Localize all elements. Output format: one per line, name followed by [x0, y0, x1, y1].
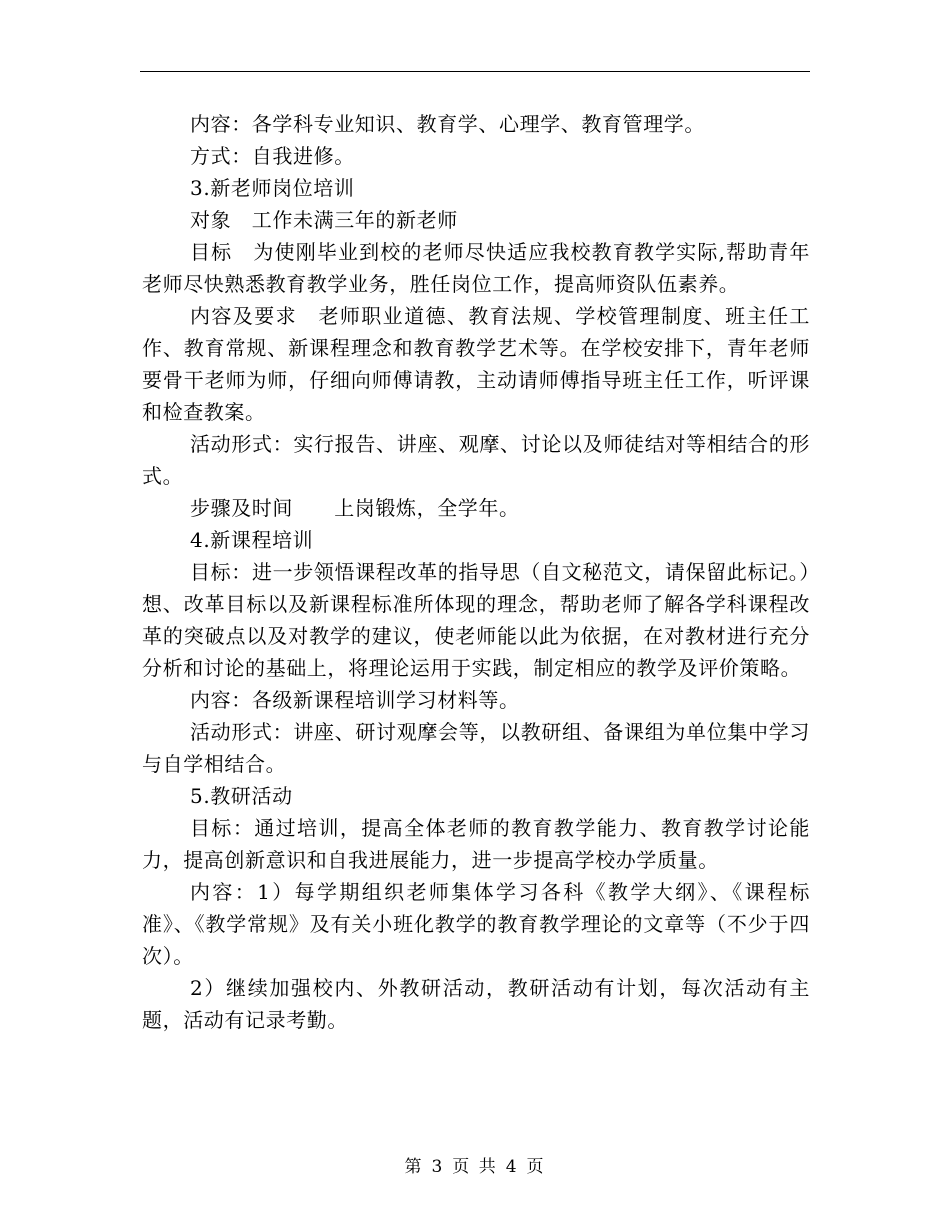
paragraph: 目标 为使刚毕业到校的老师尽快适应我校教育教学实际,帮助青年老师尽快熟悉教育教学业务，胜任岗位工作，提高师资队伍素养。	[142, 240, 810, 296]
section-heading: 5.教研活动	[190, 784, 293, 808]
section-heading: 4.新课程培训	[190, 528, 314, 552]
paragraph: 对象 工作未满三年的新老师	[190, 208, 458, 232]
footer-total-pages: 4	[505, 1157, 519, 1177]
paragraph: 内容及要求 老师职业道德、教育法规、学校管理制度、班主任工作、教育常规、新课程理念和教育教学艺术等。在学校安排下，青年老师要骨干老师为师，仔细向师傅请教，主动请师傅指导班主任工作，听评课和检查教案。	[142, 304, 810, 424]
paragraph: 内容：1）每学期组织老师集体学习各科《教学大纲》、《课程标准》、《教学常规》及有关小班化教学的教育教学理论的文章等（不少于四次）。	[142, 880, 810, 968]
paragraph: 2）继续加强校内、外教研活动，教研活动有计划，每次活动有主题，活动有记录考勤。	[142, 976, 810, 1032]
paragraph: 内容：各学科专业知识、教育学、心理学、教育管理学。	[190, 112, 705, 136]
footer-prefix: 第	[404, 1157, 424, 1177]
paragraph: 活动形式：实行报告、讲座、观摩、讨论以及师徒结对等相结合的形式。	[142, 432, 810, 488]
section-heading: 3.新老师岗位培训	[190, 176, 355, 200]
header-rule	[140, 71, 810, 72]
footer-middle: 页 共	[452, 1157, 498, 1177]
document-body	[142, 108, 810, 1036]
paragraph: 目标：通过培训，提高全体老师的教育教学能力、教育教学讨论能力，提高创新意识和自我进展能力，进一步提高学校办学质量。	[142, 816, 810, 872]
paragraph: 活动形式：讲座、研讨观摩会等，以教研组、备课组为单位集中学习与自学相结合。	[142, 720, 810, 776]
paragraph: 内容：各级新课程培训学习材料等。	[190, 688, 520, 712]
paragraph: 步骤及时间 上岗锻炼，全学年。	[190, 496, 520, 520]
paragraph: 方式：自我进修。	[190, 144, 355, 168]
footer-suffix: 页	[526, 1157, 546, 1177]
page-footer	[0, 1152, 950, 1177]
paragraph: 目标：进一步领悟课程改革的指导思（自文秘范文，请保留此标记。）想、改革目标以及新课程标准所体现的理念，帮助老师了解各学科课程改革的突破点以及对教学的建议，使老师能以此为依据，在对教材进行充分分析和讨论的基础上，将理论运用于实践，制定相应的教学及评价策略。	[142, 560, 810, 680]
footer-page-number: 3	[431, 1157, 445, 1177]
